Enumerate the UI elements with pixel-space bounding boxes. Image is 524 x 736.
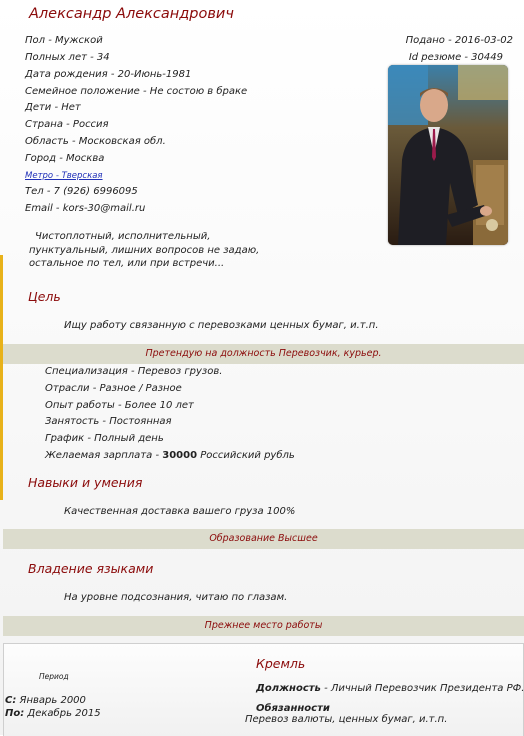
photo-illustration — [388, 65, 508, 245]
age: Полных лет - 34 — [25, 52, 110, 63]
gender: Пол - Мужской — [25, 35, 103, 46]
goal-text: Ищу работу связанную с перевозками ценных бумаг, и.т.п. — [64, 320, 379, 331]
period-to — [5, 708, 101, 719]
skills-title: Навыки и умения — [28, 475, 143, 490]
position-value: - Личный Перевозчик Президента РФ. — [320, 683, 524, 694]
goal-title: Цель — [28, 289, 61, 304]
children: Дети - Нет — [25, 102, 81, 113]
to-label: По: — [5, 708, 25, 719]
birth-date: Дата рождения - 20-Июнь-1981 — [25, 69, 192, 80]
metro-link[interactable]: Метро - Тверская — [25, 171, 103, 181]
from-label: С: — [5, 695, 17, 706]
salary-amount: 30000 — [162, 450, 198, 461]
marital-status: Семейное положение - Не состою в браке — [25, 86, 248, 97]
about-line-3: остальное по тел, или при встречи... — [29, 258, 225, 269]
desired-salary — [45, 450, 295, 461]
previous-work-band: Прежнее место работы — [3, 616, 524, 636]
industries: Отрасли - Разное / Разное — [45, 383, 182, 394]
country: Страна - Россия — [25, 119, 109, 130]
experience: Опыт работы - Более 10 лет — [45, 400, 194, 411]
about-line-2: пунктуальный, лишних вопросов не задаю, — [29, 244, 260, 256]
period-from — [5, 695, 86, 706]
position-band: Претендую на должность Перевозчик, курьер. — [3, 344, 524, 364]
specialization: Специализация - Перевоз грузов. — [45, 366, 223, 377]
company-name: Кремль — [256, 656, 306, 671]
skills-text: Качественная доставка вашего груза 100% — [64, 506, 296, 517]
work-position — [256, 683, 524, 694]
position-label: Должность — [256, 683, 321, 694]
employment: Занятость - Постоянная — [45, 416, 172, 427]
to-value: Декабрь 2015 — [24, 708, 101, 719]
about-text — [29, 230, 279, 271]
region: Область - Московская обл. — [25, 136, 166, 147]
phone: Тел - 7 (926) 6996095 — [25, 186, 138, 197]
salary-prefix: Желаемая зарплата - — [45, 450, 163, 461]
duties-value: Перевоз валюты, ценных бумаг, и.т.п. — [245, 714, 448, 725]
left-accent-bar — [0, 255, 3, 500]
languages-text: На уровне подсознания, читаю по глазам. — [64, 592, 288, 603]
duties-label: Обязанности — [256, 703, 330, 714]
submitted-date: Подано - 2016-03-02 — [405, 35, 513, 46]
candidate-photo — [388, 65, 508, 245]
candidate-name: Александр Александрович — [29, 6, 234, 22]
city: Город - Москва — [25, 153, 105, 164]
email: Email - kors-30@mail.ru — [25, 203, 146, 214]
languages-title: Владение языками — [28, 561, 154, 576]
salary-suffix: Российский рубль — [197, 450, 295, 461]
schedule: График - Полный день — [45, 433, 164, 444]
education-band: Образование Высшее — [3, 529, 524, 549]
resume-id: Id резюме - 30449 — [408, 52, 503, 63]
period-label: Период — [39, 672, 69, 681]
from-value: Январь 2000 — [16, 695, 86, 706]
about-line-1: Чистоплотный, исполнительный, — [35, 231, 211, 242]
